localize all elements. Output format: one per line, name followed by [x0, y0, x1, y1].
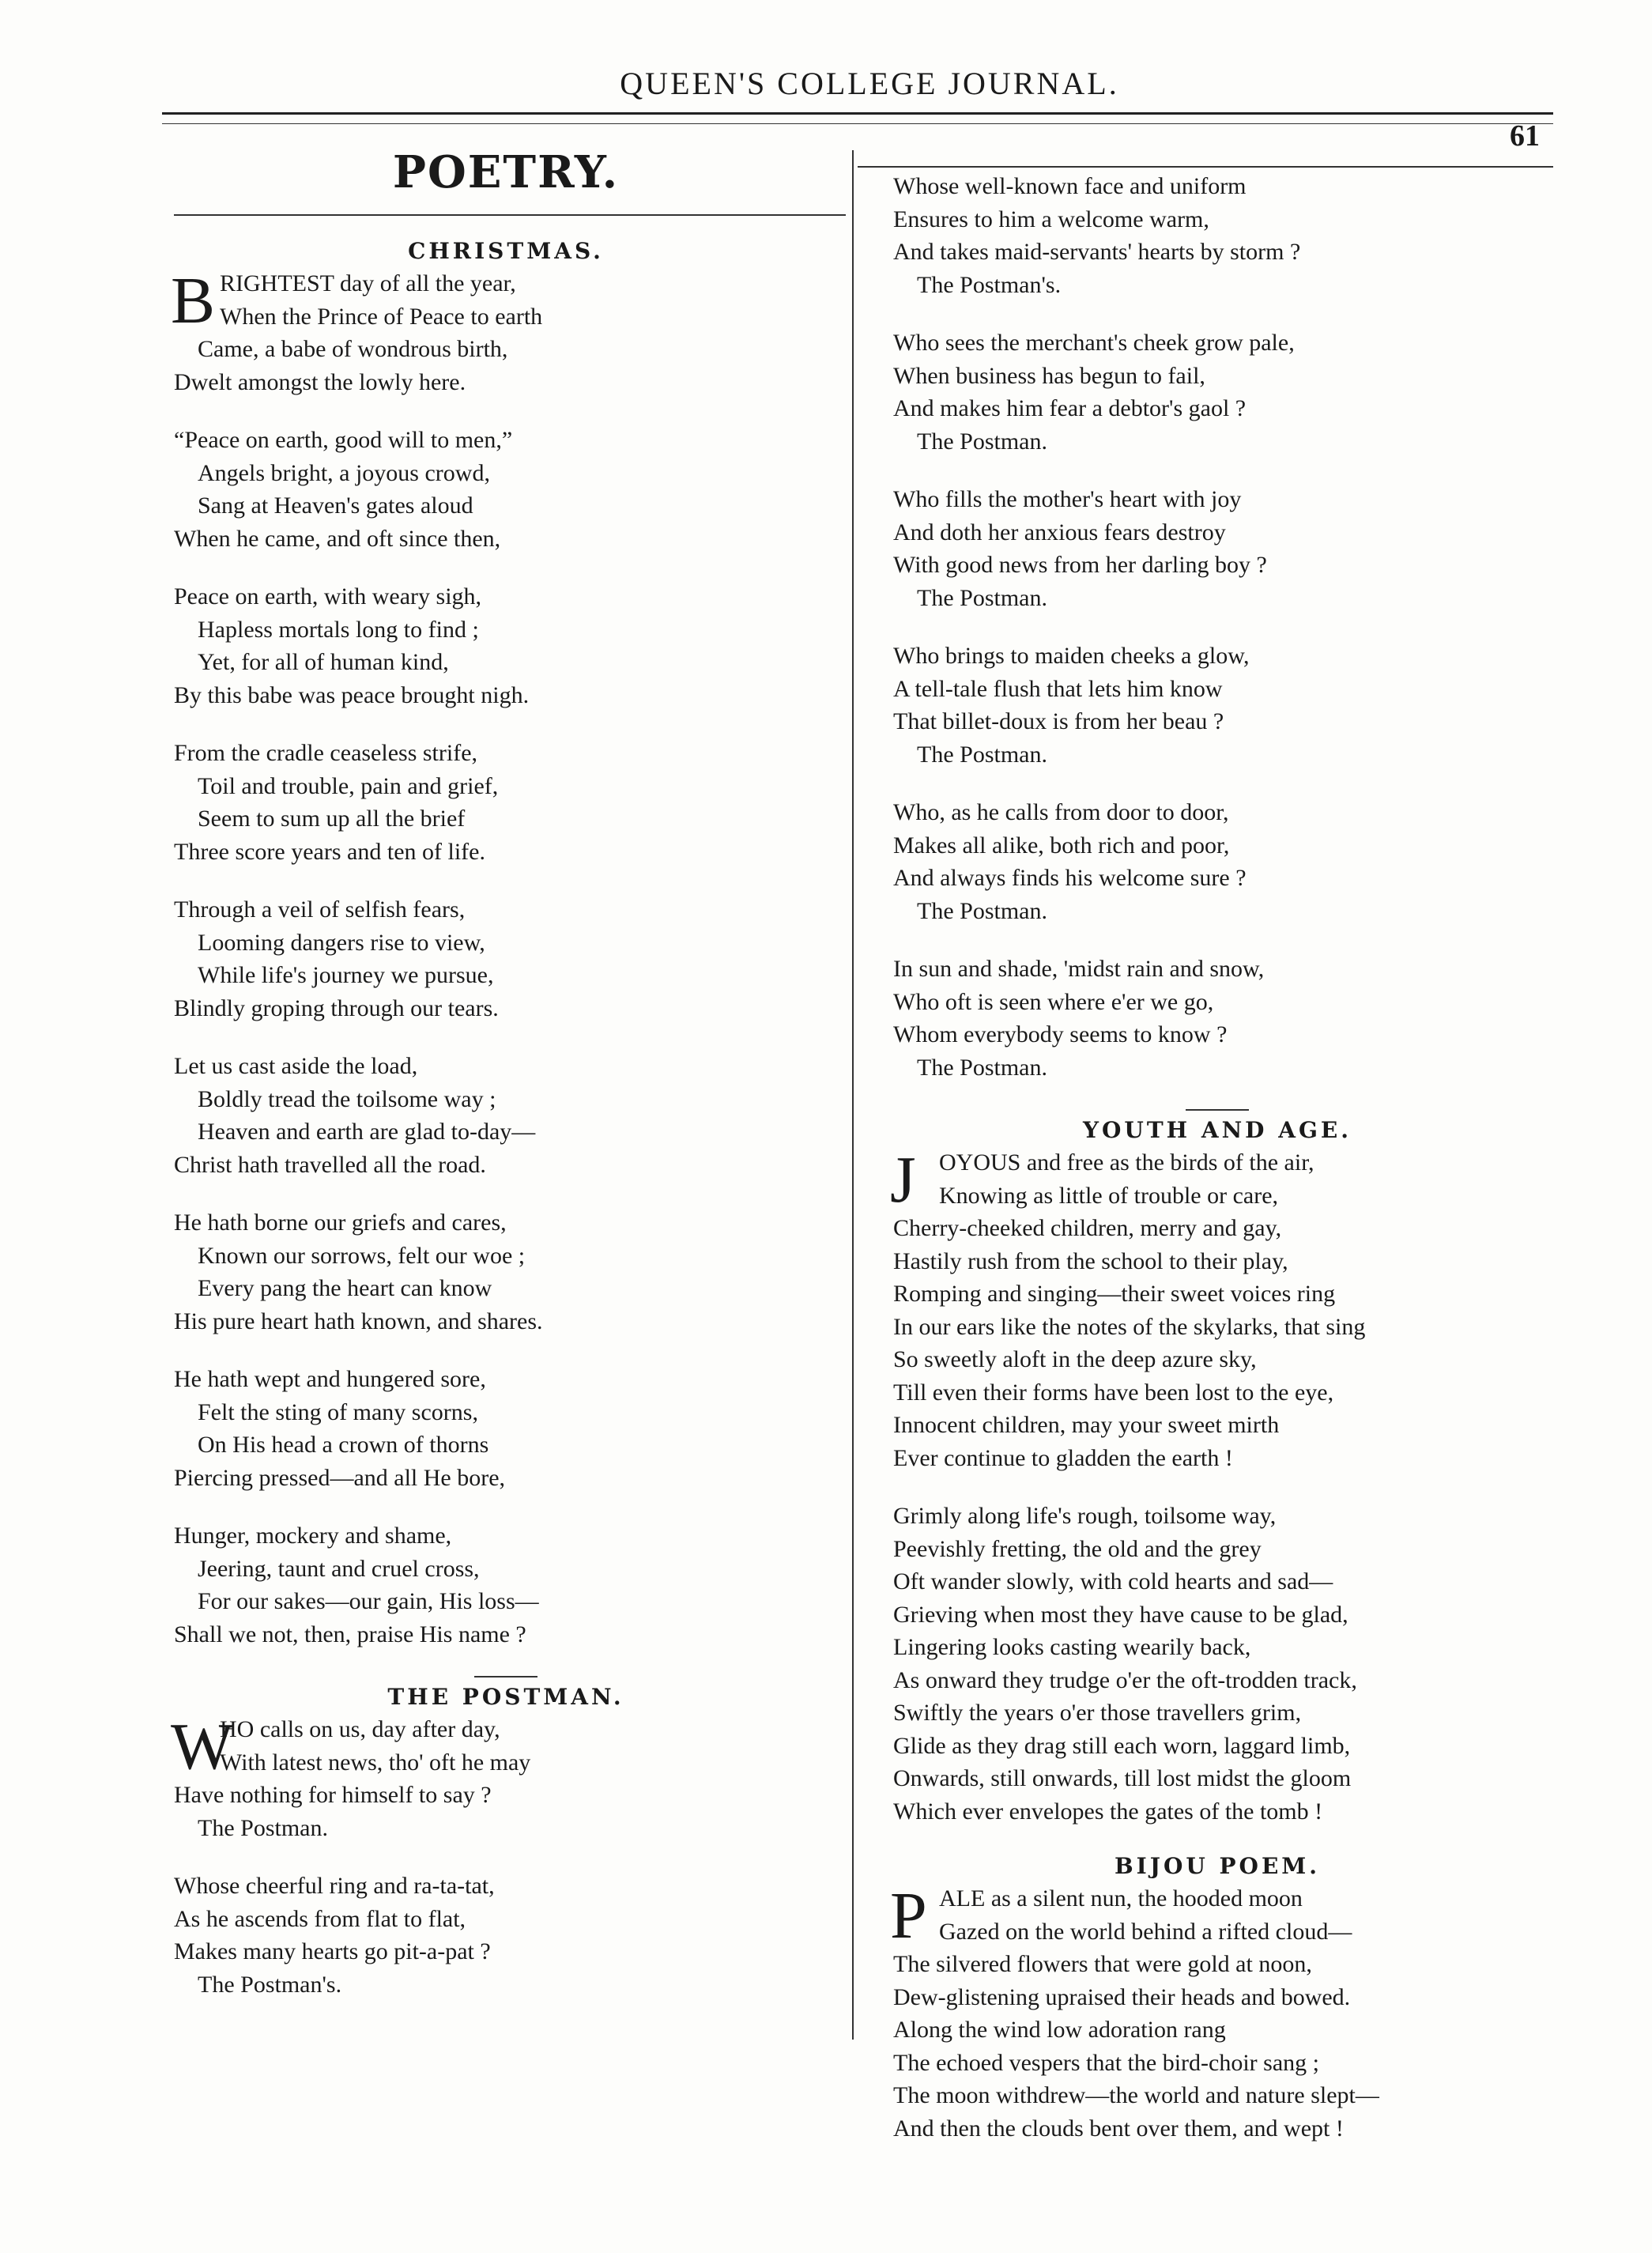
poem-line: The Postman. — [917, 741, 1047, 768]
poem-line: Hunger, mockery and shame, — [174, 1523, 452, 1549]
poem-line: Which ever envelopes the gates of the tomb ! — [893, 1798, 1323, 1825]
poem-line: Have nothing for himself to say ? — [174, 1782, 492, 1808]
poem-youth-and-age — [890, 1143, 1541, 1828]
drop-capital: B — [171, 264, 216, 338]
poem-line: Piercing pressed—and all He bore, — [174, 1464, 506, 1491]
poem-line: Whose cheerful ring and ra-ta-tat, — [174, 1873, 495, 1899]
poem-line: Glide as they drag still each worn, laggard limb, — [893, 1732, 1351, 1759]
poem-line: So sweetly aloft in the deep azure sky, — [893, 1346, 1257, 1372]
poem-line: Oft wander slowly, with cold hearts and sad— — [893, 1568, 1333, 1594]
poem-line: The echoed vespers that the bird-choir sang ; — [893, 2049, 1319, 2076]
poem-line: He hath wept and hungered sore, — [174, 1366, 486, 1392]
poem-line: The Postman. — [917, 1054, 1047, 1081]
poem-line: Angels bright, a joyous crowd, — [198, 459, 490, 486]
poem-line: Makes many hearts go pit-a-pat ? — [174, 1938, 491, 1964]
poem-line: ALE as a silent nun, the hooded moon — [939, 1885, 1303, 1911]
poem-line: Three score years and ten of life. — [174, 838, 485, 865]
header-rule — [162, 112, 1553, 115]
section-rule — [174, 214, 846, 216]
poem-line: For our sakes—our gain, His loss— — [198, 1588, 539, 1614]
poem-line: “Peace on earth, good will to men,” — [174, 427, 513, 453]
poem-line: Looming dangers rise to view, — [198, 929, 485, 956]
poem-line: Who, as he calls from door to door, — [893, 799, 1229, 825]
stanza — [174, 1206, 838, 1338]
poem-line: That billet-doux is from her beau ? — [893, 708, 1224, 734]
poem-title-bijou: BIJOU POEM. — [1114, 1853, 1321, 1879]
poem-line: In our ears like the notes of the skylarks, that sing — [893, 1313, 1366, 1340]
poem-line: And takes maid-servants' hearts by storm ? — [893, 239, 1301, 265]
poem-line: Who fills the mother's heart with joy — [893, 486, 1242, 512]
poem-line: Jeering, taunt and cruel cross, — [198, 1555, 480, 1582]
right-column-rule — [858, 166, 1553, 168]
drop-capital: P — [890, 1879, 927, 1953]
stanza — [890, 1143, 1541, 1474]
poem-title-postman: THE POSTMAN. — [387, 1684, 624, 1710]
stanza — [893, 640, 1541, 771]
poem-line: Christ hath travelled all the road. — [174, 1151, 486, 1178]
poem-line: Peace on earth, with weary sigh, — [174, 583, 482, 609]
right-column — [890, 170, 1541, 2170]
drop-capital: J — [890, 1143, 916, 1217]
poem-line: Till even their forms have been lost to the eye, — [893, 1379, 1334, 1406]
left-column — [171, 146, 838, 2026]
poem-line: Peevishly fretting, the old and the grey — [893, 1535, 1262, 1562]
poem-line: And makes him fear a debtor's gaol ? — [893, 395, 1247, 421]
poem-line: Sang at Heaven's gates aloud — [198, 492, 473, 519]
poem-line: With latest news, tho' oft he may — [220, 1749, 531, 1776]
poem-postman-part2 — [893, 170, 1541, 1084]
poem-line: Blindly groping through our tears. — [174, 994, 499, 1021]
poem-line: By this babe was peace brought nigh. — [174, 681, 530, 708]
poem-line: A tell-tale flush that lets him know — [893, 675, 1223, 702]
poem-line: Boldly tread the toilsome way ; — [198, 1085, 496, 1112]
section-title: POETRY. — [392, 146, 620, 198]
stanza — [174, 893, 838, 1025]
poem-bijou — [890, 1879, 1541, 2145]
poem-line: With good news from her darling boy ? — [893, 552, 1267, 578]
stanza — [890, 1879, 1541, 2145]
poem-line: Grimly along life's rough, toilsome way, — [893, 1503, 1277, 1529]
stanza — [174, 1363, 838, 1494]
stanza — [893, 953, 1541, 1084]
poem-line: Toil and trouble, pain and grief, — [198, 772, 499, 799]
poem-title-christmas: CHRISTMAS. — [408, 238, 604, 264]
poem-separator — [474, 1676, 537, 1677]
poem-line: Hapless mortals long to find ; — [198, 616, 479, 643]
poem-line: From the cradle ceaseless strife, — [174, 740, 478, 766]
poem-line: Gazed on the world behind a rifted cloud— — [939, 1918, 1352, 1945]
poem-line: Romping and singing—their sweet voices ring — [893, 1281, 1336, 1307]
poem-line: Swiftly the years o'er those travellers grim, — [893, 1700, 1302, 1726]
poem-line: Whom everybody seems to know ? — [893, 1021, 1228, 1047]
poem-line: Who sees the merchant's cheek grow pale, — [893, 330, 1295, 356]
stanza — [893, 796, 1541, 927]
poem-line: And doth her anxious fears destroy — [893, 519, 1226, 545]
poem-line: Through a veil of selfish fears, — [174, 896, 466, 923]
poem-line: Ever continue to gladden the earth ! — [893, 1444, 1233, 1471]
poem-line: His pure heart hath known, and shares. — [174, 1308, 543, 1334]
poem-line: Dew-glistening upraised their heads and bowed. — [893, 1983, 1351, 2010]
poem-line: Felt the sting of many scorns, — [198, 1398, 478, 1425]
poem-line: When he came, and oft since then, — [174, 525, 501, 552]
stanza — [893, 483, 1541, 614]
stanza — [893, 1500, 1541, 1828]
poem-line: Along the wind low adoration rang — [893, 2017, 1226, 2043]
poem-line: While life's journey we pursue, — [198, 962, 494, 988]
poem-line: As onward they trudge o'er the oft-trodden track, — [893, 1666, 1357, 1693]
header-rule-thin — [162, 123, 1553, 124]
stanza — [171, 1710, 838, 1844]
poem-line: He hath borne our griefs and cares, — [174, 1210, 507, 1236]
poem-line: The Postman. — [198, 1814, 328, 1841]
poem-title-youth: YOUTH AND AGE. — [1083, 1117, 1352, 1143]
poem-line: On His head a crown of thorns — [198, 1432, 489, 1458]
poem-line: Heaven and earth are glad to-day— — [198, 1119, 536, 1145]
poem-line: Came, a babe of wondrous birth, — [198, 336, 508, 362]
poem-line: Lingering looks casting wearily back, — [893, 1634, 1251, 1660]
column-divider — [852, 150, 854, 2040]
poem-line: Makes all alike, both rich and poor, — [893, 832, 1230, 859]
poem-line: And always finds his welcome sure ? — [893, 865, 1247, 891]
poem-separator — [1186, 1109, 1249, 1111]
stanza — [174, 1050, 838, 1181]
poem-line: Every pang the heart can know — [198, 1275, 492, 1301]
poem-line: The Postman. — [917, 584, 1047, 611]
drop-capital: W — [171, 1710, 234, 1783]
stanza — [893, 170, 1541, 301]
stanza — [174, 737, 838, 868]
poem-line: Ensures to him a welcome warm, — [893, 206, 1209, 232]
poem-line: Knowing as little of trouble or care, — [939, 1182, 1279, 1209]
poem-line: The moon withdrew—the world and nature slept— — [893, 2082, 1379, 2108]
poem-line: When business has begun to fail, — [893, 362, 1205, 389]
poem-line: The silvered flowers that were gold at noon, — [893, 1951, 1312, 1977]
poem-christmas — [171, 264, 838, 1651]
poem-line: As he ascends from flat to flat, — [174, 1905, 466, 1932]
poem-line: RIGHTEST day of all the year, — [220, 270, 516, 296]
poem-line: Grieving when most they have cause to be glad, — [893, 1601, 1348, 1628]
poem-line: Yet, for all of human kind, — [198, 649, 449, 675]
stanza — [174, 1870, 838, 2001]
poem-line: Onwards, still onwards, till lost midst the gloom — [893, 1765, 1352, 1791]
page-number: 61 — [1510, 119, 1540, 153]
poem-line: The Postman. — [917, 428, 1047, 455]
stanza — [174, 580, 838, 711]
stanza — [174, 1519, 838, 1651]
poem-line: Innocent children, may your sweet mirth — [893, 1412, 1280, 1438]
poem-line: The Postman's. — [917, 271, 1062, 298]
poem-line: Let us cast aside the load, — [174, 1053, 418, 1079]
poem-line: When the Prince of Peace to earth — [220, 303, 543, 330]
poem-line: The Postman. — [917, 897, 1047, 924]
poem-line: Cherry-cheeked children, merry and gay, — [893, 1215, 1282, 1241]
poem-line: Seem to sum up all the brief — [198, 806, 466, 832]
poem-line: In sun and shade, 'midst rain and snow, — [893, 956, 1265, 982]
journal-title: QUEEN'S COLLEGE JOURNAL. — [620, 66, 1119, 101]
poem-line: The Postman's. — [198, 1971, 342, 1998]
poem-line: OYOUS and free as the birds of the air, — [939, 1149, 1314, 1176]
stanza — [171, 264, 838, 398]
poem-line: HO calls on us, day after day, — [220, 1716, 500, 1742]
poem-line: Who oft is seen where e'er we go, — [893, 988, 1214, 1015]
poem-line: Hastily rush from the school to their play, — [893, 1247, 1288, 1274]
poem-line: And then the clouds bent over them, and wept ! — [893, 2115, 1344, 2142]
stanza — [893, 326, 1541, 458]
poem-line: Who brings to maiden cheeks a glow, — [893, 643, 1250, 669]
poem-line: Dwelt amongst the lowly here. — [174, 368, 466, 395]
poem-line: Shall we not, then, praise His name ? — [174, 1621, 526, 1647]
stanza — [174, 424, 838, 555]
poem-line: Known our sorrows, felt our woe ; — [198, 1242, 526, 1269]
poem-postman-part1 — [171, 1710, 838, 2001]
poem-line: Whose well-known face and uniform — [893, 173, 1247, 199]
